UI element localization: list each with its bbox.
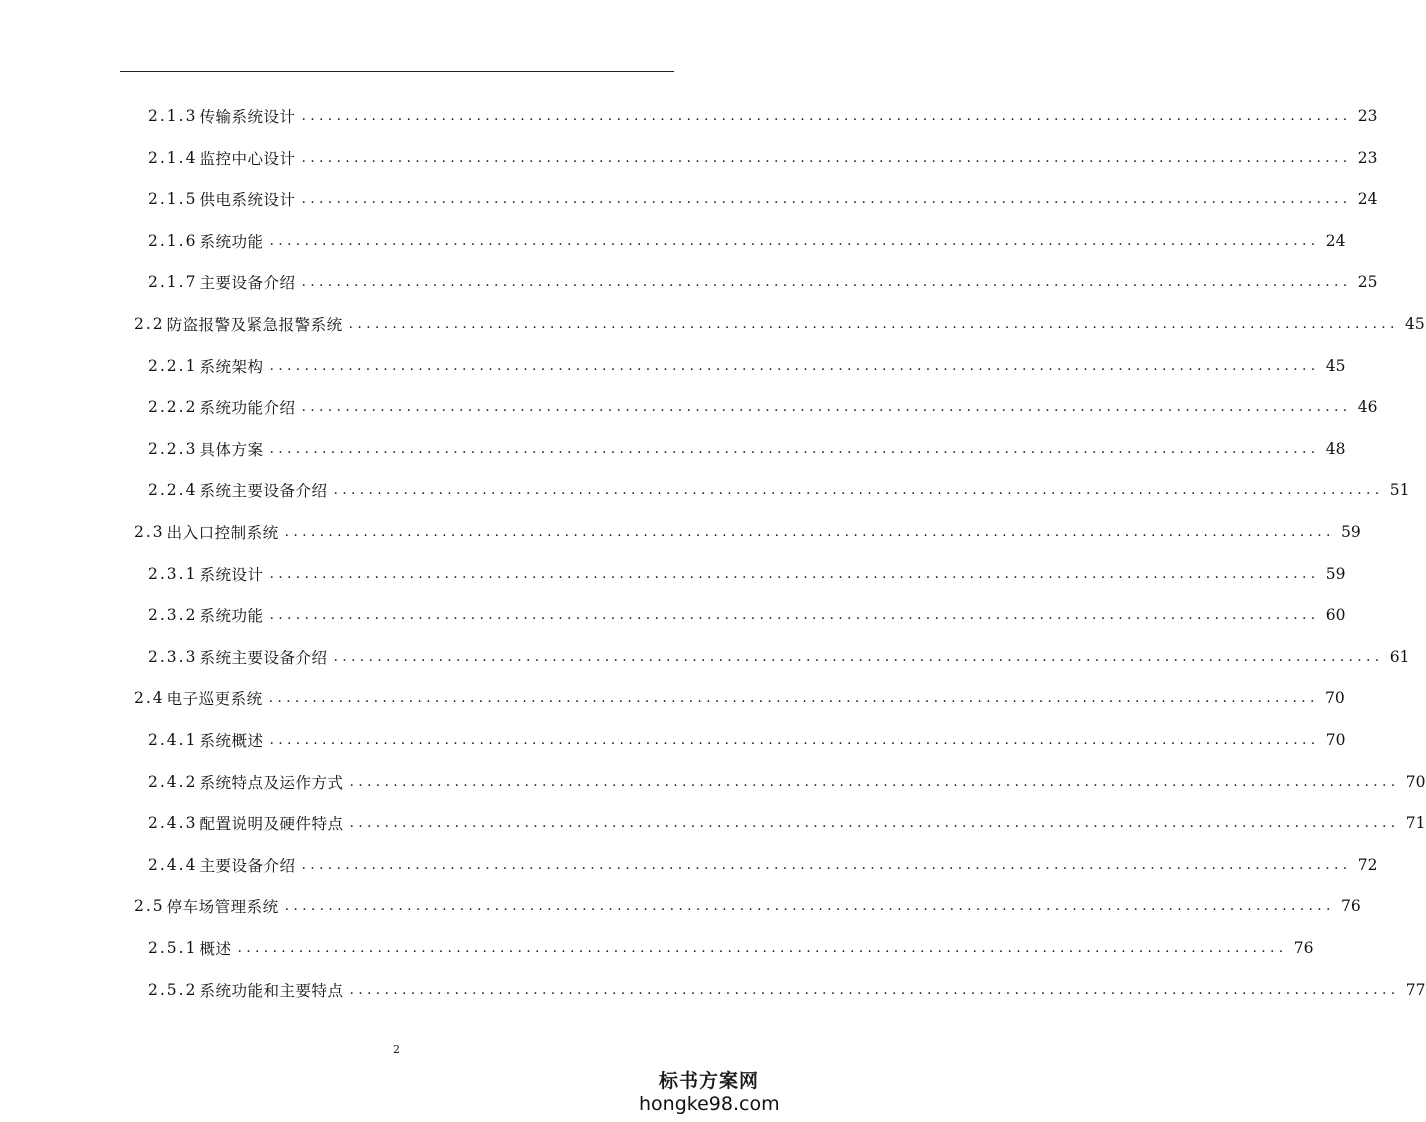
toc-entry [148, 429, 1346, 469]
toc-entry-number: 2.2.3 [148, 439, 198, 458]
toc-entry-title: 监控中心设计 [199, 149, 296, 168]
toc-entry-number: 2.4.3 [148, 814, 198, 833]
toc-dot-leader: ........................................................................................................................ [301, 149, 1352, 166]
toc-entry-number: 2.1.4 [148, 148, 198, 167]
toc-entry [148, 720, 1346, 760]
toc-dot-leader: ........................................................................................................................ [269, 607, 1320, 624]
toc-entry-title: 系统特点及运作方式 [199, 773, 344, 792]
toc-entry-number: 2.2 [134, 315, 165, 333]
toc-dot-leader: ........................................................................................................................ [301, 191, 1352, 208]
toc-entry-title: 具体方案 [199, 440, 264, 459]
toc-entry-number: 2.2.2 [148, 398, 198, 417]
toc-dot-leader: ........................................................................................................................ [269, 565, 1320, 582]
toc-entry-page: 71 [1405, 814, 1426, 833]
toc-entry-page: 46 [1357, 398, 1378, 417]
toc-entry [148, 387, 1378, 427]
toc-dot-leader: ........................................................................................................................ [284, 898, 1335, 915]
toc-entry-number: 2.4.1 [148, 731, 198, 749]
toc-dot-leader: ........................................................................................................................ [269, 232, 1320, 249]
toc-entry-title: 出入口控制系统 [166, 524, 279, 542]
toc-entry [148, 138, 1378, 178]
toc-entry-page: 60 [1325, 606, 1346, 625]
toc-entry-title: 主要设备介绍 [199, 856, 296, 875]
toc-dot-leader: ........................................................................................................................ [269, 440, 1320, 457]
toc-entry [148, 928, 1314, 968]
toc-dot-leader: ........................................................................................................................ [349, 981, 1400, 998]
toc-entry [148, 762, 1426, 802]
toc-entry-title: 概述 [199, 940, 232, 958]
toc-entry [148, 262, 1378, 302]
toc-entry [148, 554, 1346, 594]
page-number: 2 [393, 1043, 400, 1056]
toc-entry-title: 防盗报警及紧急报警系统 [166, 316, 343, 334]
toc-entry [148, 970, 1426, 1010]
toc-entry [148, 179, 1378, 219]
toc-dot-leader: ........................................................................................................................ [269, 732, 1320, 748]
toc-entry-page: 61 [1389, 647, 1410, 666]
toc-entry-title: 供电系统设计 [199, 191, 296, 210]
toc-entry-page: 72 [1357, 855, 1378, 874]
toc-entry-number: 2.3.3 [148, 647, 198, 666]
toc-entry-page: 76 [1340, 897, 1361, 916]
toc-entry-number: 2.5.1 [148, 939, 198, 957]
toc-entry [148, 637, 1410, 677]
watermark-logo [639, 1072, 779, 1114]
toc-entry [134, 512, 1361, 552]
toc-entry-number: 2.2.4 [148, 481, 198, 500]
toc-entry-page: 48 [1325, 439, 1346, 458]
toc-entry-title: 系统主要设备介绍 [199, 648, 328, 667]
toc-entry-page: 70 [1325, 731, 1346, 749]
toc-entry [134, 678, 1345, 718]
toc-entry-number: 2.4.2 [148, 772, 198, 791]
toc-entry-title: 系统概述 [199, 732, 264, 750]
watermark-en-text: hongke98.com [639, 1093, 780, 1115]
toc-entry-page: 25 [1357, 273, 1378, 292]
toc-entry [148, 595, 1346, 635]
header-rule [120, 71, 674, 72]
toc-dot-leader: ........................................................................................................................ [301, 856, 1352, 873]
toc-entry-number: 2.1.3 [148, 107, 198, 125]
toc-entry-title: 主要设备介绍 [199, 274, 296, 293]
toc-dot-leader: ........................................................................................................................ [269, 357, 1320, 374]
toc-dot-leader: ........................................................................................................................ [301, 274, 1352, 291]
toc-entry-number: 2.4 [134, 689, 165, 708]
toc-entry [148, 346, 1346, 386]
toc-entry-page: 70 [1324, 689, 1345, 708]
toc-entry [148, 96, 1378, 136]
toc-entry-page: 45 [1404, 315, 1425, 333]
toc-entry-title: 系统功能和主要特点 [199, 981, 344, 1000]
toc-entry-title: 系统设计 [199, 565, 264, 584]
toc-entry-title: 配置说明及硬件特点 [199, 815, 344, 834]
toc-dot-leader: ........................................................................................................................ [349, 815, 1400, 832]
toc-entry-page: 24 [1357, 190, 1378, 209]
toc-dot-leader: ........................................................................................................................ [268, 690, 1319, 707]
toc-entry-page: 23 [1357, 148, 1378, 167]
toc-entry-title: 系统架构 [199, 357, 264, 376]
toc-entry-page: 76 [1293, 939, 1314, 957]
toc-entry-title: 传输系统设计 [199, 108, 296, 126]
toc-entry-title: 电子巡更系统 [166, 690, 263, 709]
toc-entry-title: 系统功能介绍 [199, 399, 296, 418]
toc-dot-leader: ........................................................................................................................ [333, 648, 1384, 665]
toc-entry-title: 系统功能 [199, 607, 264, 626]
toc-dot-leader: ........................................................................................................................ [349, 773, 1400, 790]
toc-entry-title: 停车场管理系统 [166, 898, 279, 917]
toc-entry-number: 2.1.7 [148, 273, 198, 292]
toc-entry-page: 51 [1389, 481, 1410, 500]
toc-entry [134, 886, 1361, 926]
toc-dot-leader: ........................................................................................................................ [333, 482, 1384, 499]
toc-entry-page: 77 [1405, 980, 1426, 999]
toc-entry-page: 70 [1405, 772, 1426, 791]
toc-entry-number: 2.3 [134, 523, 165, 541]
toc-entry [148, 845, 1378, 885]
toc-entry-page: 24 [1325, 231, 1346, 250]
toc-dot-leader: ........................................................................................................................ [284, 524, 1335, 540]
toc-entry-number: 2.3.2 [148, 606, 198, 625]
toc-entry-number: 2.1.5 [148, 190, 198, 209]
toc-entry [134, 304, 1425, 344]
toc-entry-number: 2.2.1 [148, 356, 198, 375]
toc-entry-number: 2.5 [134, 897, 165, 916]
toc-dot-leader: ........................................................................................................................ [301, 108, 1352, 124]
toc-entry-title: 系统主要设备介绍 [199, 482, 328, 501]
toc-dot-leader: ........................................................................................................................ [301, 399, 1352, 416]
toc-entry-page: 23 [1357, 107, 1378, 125]
toc-entry-number: 2.1.6 [148, 231, 198, 250]
toc-dot-leader: ........................................................................................................................ [237, 940, 1288, 956]
toc-entry-page: 59 [1340, 523, 1361, 541]
toc-entry [148, 803, 1426, 843]
toc-entry-page: 45 [1325, 356, 1346, 375]
toc-entry [148, 221, 1346, 261]
watermark-cn-text: 标书方案网 [658, 1070, 759, 1092]
toc-dot-leader: ........................................................................................................................ [348, 316, 1399, 332]
toc-entry-number: 2.4.4 [148, 855, 198, 874]
toc-entry [148, 470, 1410, 510]
toc-entry-page: 59 [1325, 564, 1346, 583]
toc-entry-number: 2.5.2 [148, 980, 198, 999]
toc-entry-title: 系统功能 [199, 232, 264, 251]
toc-entry-number: 2.3.1 [148, 564, 198, 583]
